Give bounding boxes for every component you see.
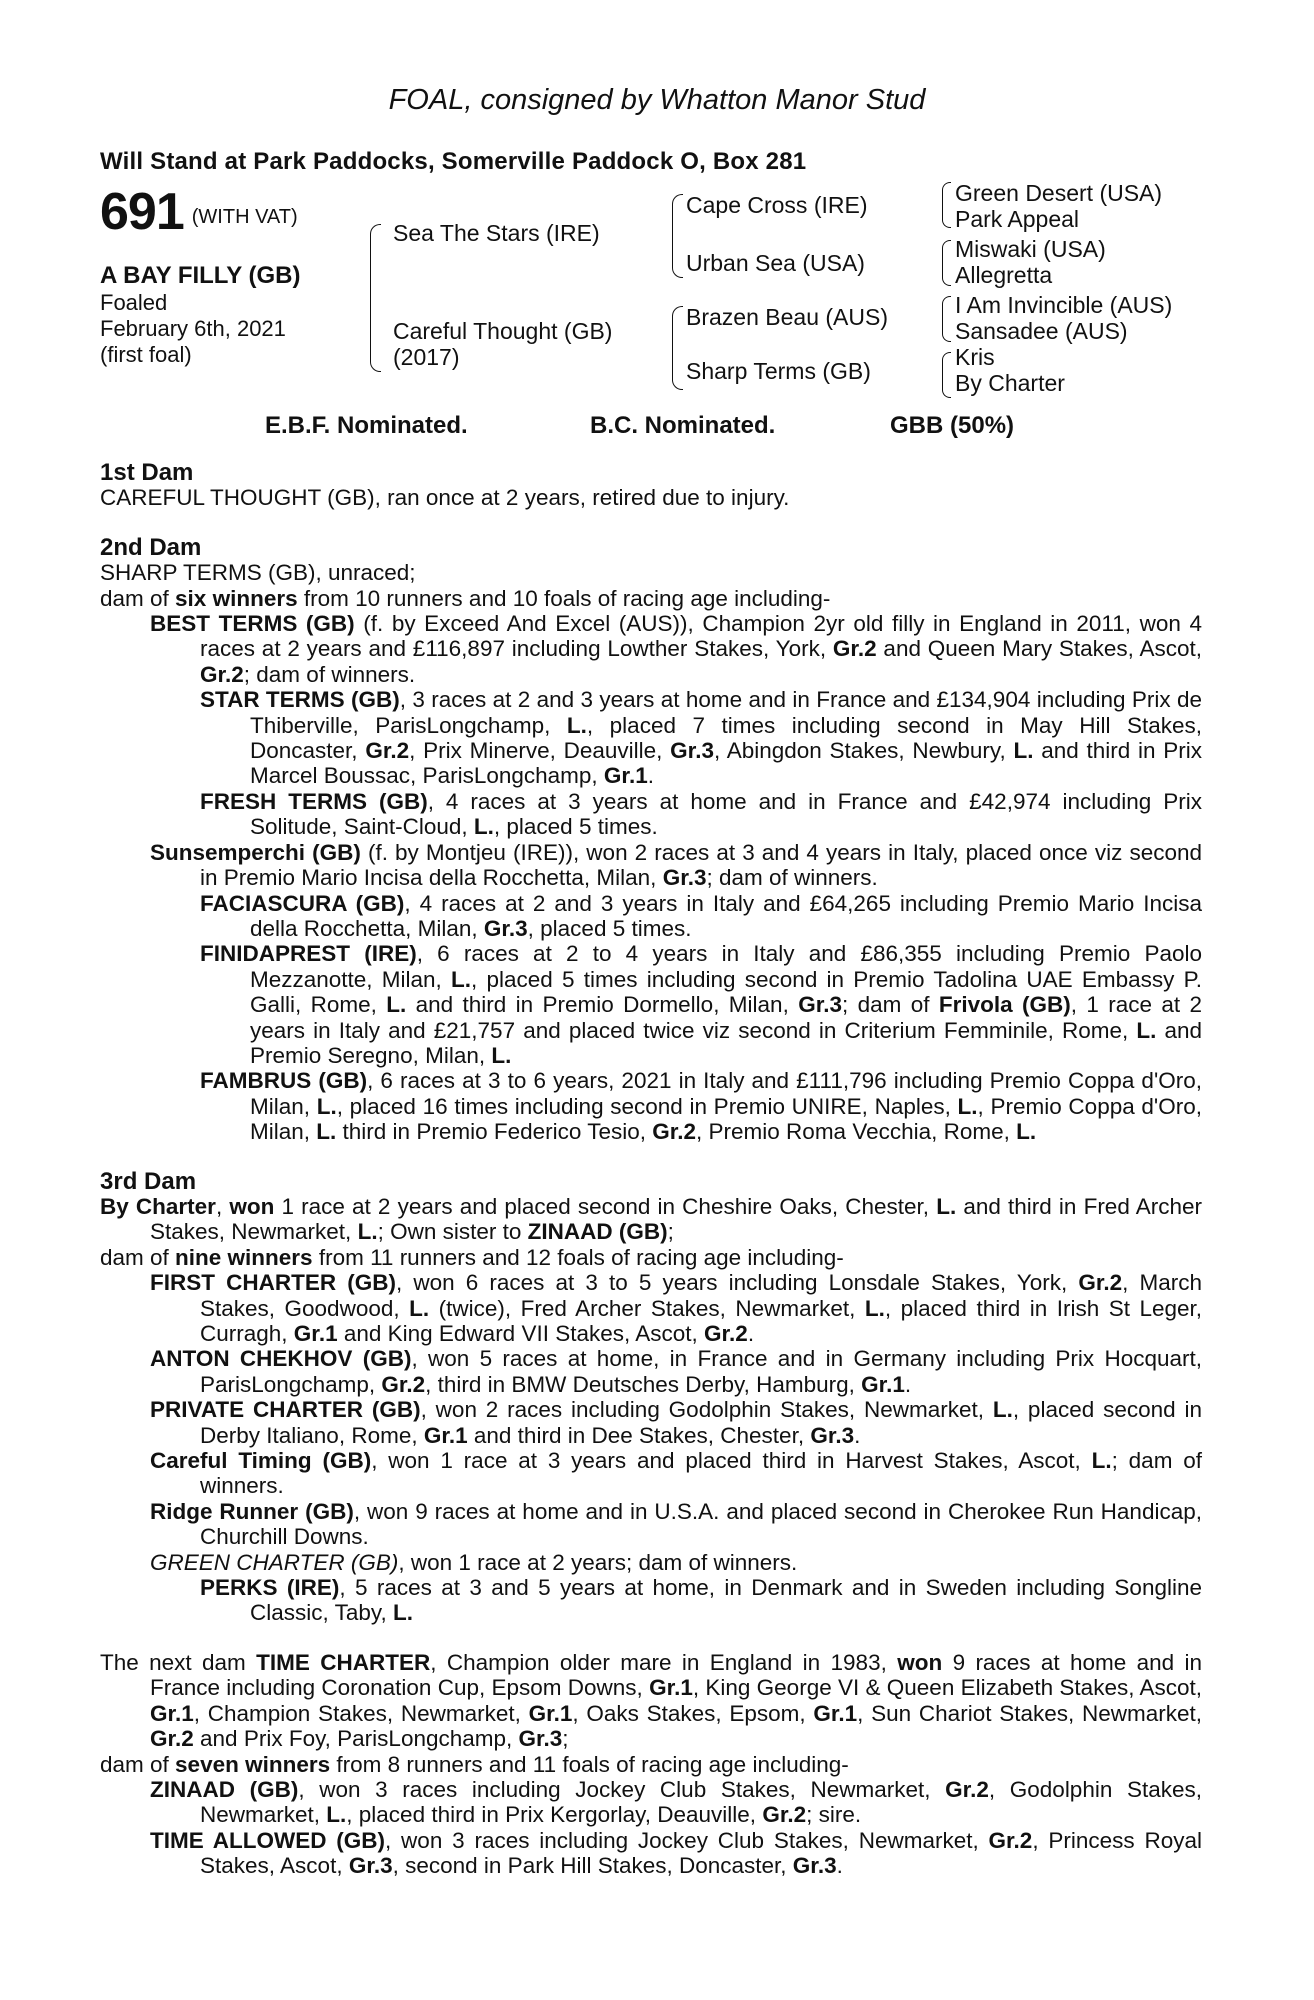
horse-title: A BAY FILLY (GB)	[100, 262, 301, 289]
produce-green-charter: GREEN CHARTER (GB), won 1 race at 2 years; dam of winners.	[150, 1549, 798, 1575]
pedigree-sire: Sea The Stars (IRE)	[393, 220, 600, 246]
pedigree-brace-g1	[942, 182, 951, 228]
foaled-date: February 6th, 2021	[100, 316, 286, 341]
spacer	[100, 1145, 1202, 1169]
pedigree-g3-4: Allegretta	[955, 262, 1053, 288]
bc-nomination: B.C. Nominated.	[590, 412, 776, 439]
produce-first-charter: FIRST CHARTER (GB), won 6 races at 3 to 5 years including Lonsdale Stakes, York, Gr.2, March Stakes, Goodwood, L. (twice), Fred Archer Stakes, Newmarket, L., placed third in Irish St Leger, Curragh, Gr.1 and King Edward VII Stakes, Ascot, Gr.2.	[150, 1270, 1203, 1346]
pedigree-brace-g2	[942, 240, 951, 286]
ebf-nomination: E.B.F. Nominated.	[265, 412, 468, 439]
stand-location: Will Stand at Park Paddocks, Somerville Paddock O, Box 281	[100, 148, 807, 175]
pedigree-brace-dam	[672, 306, 683, 390]
pedigree-brace-main	[370, 224, 381, 372]
produce-ridge-runner: Ridge Runner (GB), won 9 races at home and in U.S.A. and placed second in Cherokee Run Handicap, Churchill Downs.	[150, 1498, 1202, 1550]
produce-fresh-terms: FRESH TERMS (GB), 4 races at 3 years at home and in France and £42,974 including Prix Solitude, Saint-Cloud, L., placed 5 times.	[200, 788, 1202, 840]
third-dam-text: By Charter, won 1 race at 2 years and placed second in Cheshire Oaks, Chester, L. and third in Fred Archer Stakes, Newmarket, L.; Own sister to ZINAAD (GB);	[100, 1193, 1202, 1245]
second-dam-line: SHARP TERMS (GB), unraced;	[100, 560, 416, 586]
pedigree-g3-7: Kris	[955, 344, 995, 370]
pedigree-g3-1: Green Desert (USA)	[955, 180, 1163, 206]
first-dam-text: CAREFUL THOUGHT (GB), ran once at 2 years, retired due to injury.	[100, 485, 790, 511]
produce-finidaprest: FINIDAPREST (IRE), 6 races at 2 to 4 years in Italy and £86,355 including Premio Paolo Mezzanotte, Milan, L., placed 5 times including second in Premio Tadolina UAE Embassy P. Galli, Rome, L. and third in Premio Dormello, Milan, Gr.3; dam of Frivola (GB), 1 race at 2 years in Italy and £21,757 and placed twice viz second in Criterium Femminile, Rome, L. and Premio Seregno, Milan, L.	[200, 941, 1202, 1068]
pedigree-g3-8: By Charter	[955, 370, 1065, 396]
produce-zinaad: ZINAAD (GB), won 3 races including Jockey Club Stakes, Newmarket, Gr.2, Godolphin Stakes, Newmarket, L., placed third in Prix Kergorlay, Deauville, Gr.2; sire.	[150, 1776, 1203, 1828]
pedigree-g3-2: Park Appeal	[955, 206, 1080, 232]
consignment-heading: FOAL, consigned by Whatton Manor Stud	[388, 84, 926, 116]
lot-header	[100, 183, 298, 241]
produce-careful-timing: Careful Timing (GB), won 1 race at 3 years and placed third in Harvest Stakes, Ascot, L.; dam of winners.	[150, 1448, 1203, 1499]
spacer	[100, 1626, 1202, 1650]
pedigree-brace-g4	[942, 352, 951, 398]
foaled-label: Foaled	[100, 290, 168, 315]
produce-fambrus: FAMBRUS (GB), 6 races at 3 to 6 years, 2021 in Italy and £111,796 including Premio Coppa d'Oro, Milan, L., placed 16 times including second in Premio UNIRE, Naples, L., Premio Coppa d'Oro, Milan, L. third in Premio Federico Tesio, Gr.2, Premio Roma Vecchia, Rome, L.	[200, 1068, 1202, 1145]
produce-sunsemperchi: Sunsemperchi (GB) (f. by Montjeu (IRE)), won 2 races at 3 and 4 years in Italy, placed once viz second in Premio Mario Incisa della Rocchetta, Milan, Gr.3; dam of winners.	[150, 839, 1202, 891]
foaled-info	[100, 290, 286, 368]
pedigree-sire-sire: Cape Cross (IRE)	[686, 192, 868, 218]
produce-star-terms: STAR TERMS (GB), 3 races at 2 and 3 years at home and in France and £134,904 including Prix de Thiberville, ParisLongchamp, L., placed 7 times including second in May Hill Stakes, Doncaster, Gr.2, Prix Minerve, Deauville, Gr.3, Abingdon Stakes, Newbury, L. and third in Prix Marcel Boussac, ParisLongchamp, Gr.1.	[200, 687, 1203, 789]
catalogue-body	[100, 460, 1202, 1879]
pedigree-g3-5: I Am Invincible (AUS)	[955, 292, 1173, 318]
foal-note: (first foal)	[100, 342, 192, 367]
pedigree-dam-year: (2017)	[393, 344, 460, 370]
pedigree-dam-sire: Brazen Beau (AUS)	[686, 304, 888, 330]
pedigree-brace-sire	[672, 194, 683, 278]
produce-best-terms: BEST TERMS (GB) (f. by Exceed And Excel (AUS)), Champion 2yr old filly in England in 2011, won 4 races at 2 years and £116,897 including Lowther Stakes, York, Gr.2 and Queen Mary Stakes, Ascot, Gr.2; dam of winners.	[150, 611, 1202, 687]
second-dam-heading: 2nd Dam	[100, 533, 202, 561]
pedigree-dam-dam: Sharp Terms (GB)	[686, 358, 871, 384]
gbb-note: GBB (50%)	[890, 412, 1015, 439]
second-dam-produce-summary: dam of six winners from 10 runners and 10 foals of racing age including-	[100, 585, 831, 611]
next-dam-text: The next dam TIME CHARTER, Champion older mare in England in 1983, won 9 races at home and in France including Coronation Cup, Epsom Downs, Gr.1, King George VI & Queen Elizabeth Stakes, Ascot, Gr.1, Champion Stakes, Newmarket, Gr.1, Oaks Stakes, Epsom, Gr.1, Sun Chariot Stakes, Newmarket, Gr.2 and Prix Foy, ParisLongchamp, Gr.3;	[100, 1649, 1203, 1752]
produce-private-charter: PRIVATE CHARTER (GB), won 2 races including Godolphin Stakes, Newmarket, L., placed second in Derby Italiano, Rome, Gr.1 and third in Dee Stakes, Chester, Gr.3.	[150, 1397, 1202, 1448]
third-dam-heading: 3rd Dam	[100, 1167, 197, 1195]
produce-time-allowed: TIME ALLOWED (GB), won 3 races including Jockey Club Stakes, Newmarket, Gr.2, Princess Royal Stakes, Ascot, Gr.3, second in Park Hill Stakes, Doncaster, Gr.3.	[150, 1827, 1202, 1879]
pedigree-dam: Careful Thought (GB)	[393, 318, 613, 344]
pedigree-g3-3: Miswaki (USA)	[955, 236, 1106, 262]
produce-perks: PERKS (IRE), 5 races at 3 and 5 years at home, in Denmark and in Sweden including Songline Classic, Taby, L.	[200, 1575, 1202, 1626]
vat-note: (WITH VAT)	[191, 206, 298, 228]
first-dam-heading: 1st Dam	[100, 459, 194, 486]
produce-faciascura: FACIASCURA (GB), 4 races at 2 and 3 years in Italy and £64,265 including Premio Mario Incisa della Rocchetta, Milan, Gr.3, placed 5 times.	[200, 890, 1202, 941]
produce-anton-chekhov: ANTON CHEKHOV (GB), won 5 races at home, in France and in Germany including Prix Hocquart, ParisLongchamp, Gr.2, third in BMW Deutsches Derby, Hamburg, Gr.1.	[150, 1346, 1202, 1397]
lot-number: 691	[100, 183, 184, 241]
next-dam-produce-summary: dam of seven winners from 8 runners and 11 foals of racing age including-	[100, 1751, 849, 1777]
pedigree-g3-6: Sansadee (AUS)	[955, 318, 1128, 344]
spacer	[100, 511, 1202, 535]
pedigree-sire-dam: Urban Sea (USA)	[686, 250, 865, 276]
pedigree-brace-g3	[942, 296, 951, 342]
third-dam-produce-summary: dam of nine winners from 11 runners and 12 foals of racing age including-	[100, 1244, 844, 1270]
